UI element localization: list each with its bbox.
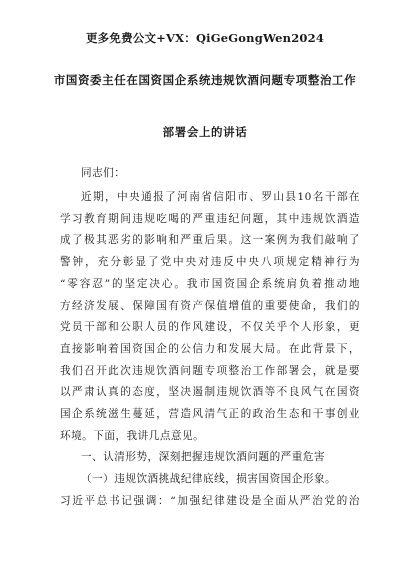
body-line: “零容忍”的坚定决心。我市国资国企系统肩负着推动地 (60, 277, 360, 290)
subsection-heading: （一）违规饮酒挑战纪律底线，损害国资国企形象。 (81, 473, 337, 486)
body-line: 学习教育期间违规吃喝的严重违纪问题，其中违规饮酒造 (60, 212, 360, 225)
greeting: 同志们： (81, 167, 126, 179)
body-line: 近期，中央通报了河南省信阳市、罗山县10名干部在 (81, 191, 360, 203)
document-body (60, 187, 360, 513)
section-heading: 一、认清形势，深刻把握违规饮酒问题的严重危害 (81, 451, 326, 464)
body-line: 直接影响着国资国企的公信力和发展大局。在此背景下， (60, 342, 360, 355)
body-line: 环境。下面，我讲几点意见。 (60, 429, 205, 442)
body-line: 方经济发展、保障国有资产保值增值的重要使命，我们的 (60, 299, 360, 312)
body-line: 成了极其恶劣的影响和严重后果。这一案例为我们敲响了 (60, 234, 360, 247)
body-line: 警钟，充分彰显了党中央对违反中央八项规定精神行为 (60, 256, 360, 269)
body-line: 国企系统滋生蔓延，营造风清气正的政治生态和干事创业 (60, 408, 360, 421)
body-line: 习近平总书记强调：“加强纪律建设是全面从严治党的治 (60, 494, 360, 507)
body-line: 党员干部和公职人员的作风建设，不仅关乎个人形象，更 (60, 321, 360, 334)
body-line: 以严肃认真的态度，坚决遏制违规饮酒等不良风气在国资 (60, 386, 360, 399)
header-watermark-text: 更多免费公文+VX：QiGeGongWen2024 (85, 31, 325, 45)
document-title-line-2: 部署会上的讲话 (162, 125, 248, 139)
body-line: 我们召开此次违规饮酒问题专项整治工作部署会，就是要 (60, 364, 360, 377)
document-title-line-1: 市国资委主任在国资国企系统违规饮酒问题专项整治工作 (53, 73, 357, 87)
